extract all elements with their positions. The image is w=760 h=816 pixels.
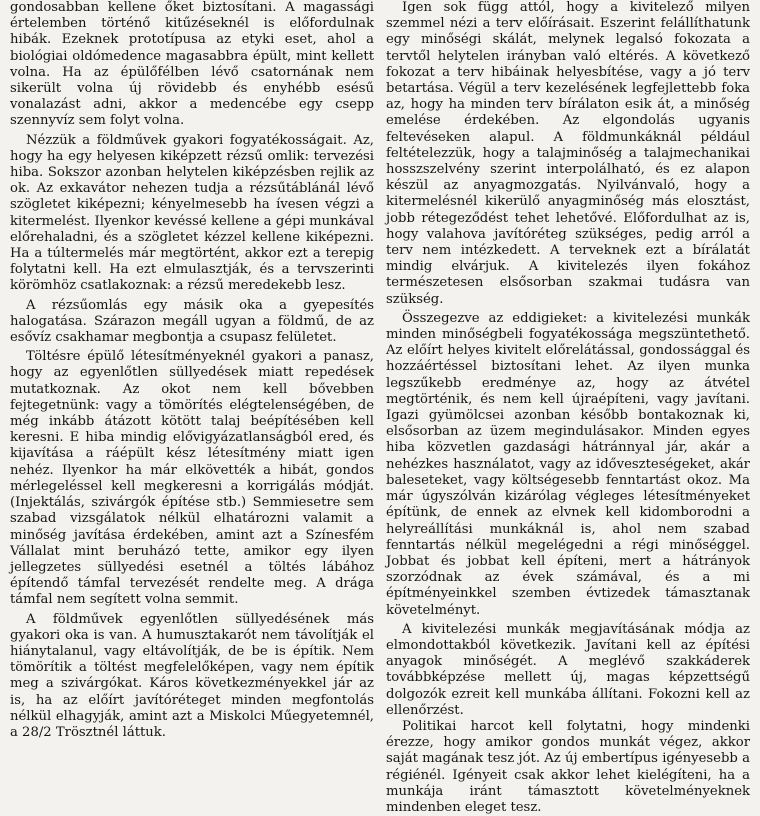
paragraph: Politikai harcot kell folytatni, hogy mindenki érezze, hogy amikor gondos munkát végez, akkor saját magának tesz jót. Az új embertípus igényesebb a régiénél. Igényeit csak akkor lehet kielégíteni, ha a munkája iránt támasztott követelményeknek mindenben eleget tesz. [386, 718, 750, 815]
paragraph: gondosabban kellene őket biztosítani. A magassági értelemben történő kitűzéseknél is előfordulnak hibák. Ezeknek prototípusa az etyki eset, ahol a biológiai oldómedence magasabbra épült, mint kellett volna. Ha az épülőfélben lévő csatornának nem sikerült volna új rövidebb és enyhébb esésű vonalazást adni, akkor a medencébe egy csepp szennyvíz sem folyt volna. [10, 0, 374, 129]
paragraph: A földművek egyenlőtlen süllyedésének más gyakori oka is van. A humusztakarót nem távolítják el hiánytalanul, vagy eltávolítják, de be is építik. Nem tömörítik a töltést megfelelőképen, vagy nem építik meg a szivárgókat. Káros következményekkel jár az is, ha az előírt javítóréteget minden megfontolás nélkül elhagyják, amint azt a Miskolci Műegyetemnél, a 28/2 Trösztnél láttuk. [10, 611, 374, 740]
left-column [10, 0, 374, 740]
paragraph: Igen sok függ attól, hogy a kivitelező milyen szemmel nézi a terv előírásait. Eszerint felállíthatunk egy minőségi skálát, melynek legalsó fokozata a tervtől helytelen irányban való eltérés. A következő fokozat a terv hibáinak helyesbítése, vagy a jó terv betartása. Végül a terv kezelésének legfejlettebb foka az, hogy ha minden terv bírálaton esik át, a minőség emelése érdekében. Az elgondolás ugyanis feltevéseken alapul. A földmunkáknál például feltételezzük, hogy a talajminőség a talajmechanikai hosszszelvény szerint interpolálható, és ez alapon készül az anyagmozgatás. Nyilvánvaló, hogy a kitermelésnél kikerülő anyagminőség más elosztást, jobb rétegeződést tehet lehetővé. Előfordulhat az is, hogy valahova javítóréteg szükséges, pedig arról a terv nem intézkedett. A terveknek ezt a bírálatát mindig elvárjuk. A kivitelezés ilyen fokához természetesen elsősorban szakmai tudásra van szükség. [386, 0, 750, 307]
paragraph: Összegezve az eddigieket: a kivitelezési munkák minden minőségbeli fogyatékossága megszüntethető. Az előírt helyes kivitelt előrelátással, gondossággal és hozzáértéssel biztosítani lehet. Az ilyen munka legszűkebb eredménye az, hogy az átvétel megtörténik, és nem kell újraépíteni, vagy javítani. Igazi gyümölcsei azonban később bontakoznak ki, elsősorban az üzem megindulásakor. Minden egyes hiba közvetlen gazdasági hátránnyal jár, akár a nehézkes használatot, vagy az időveszteségeket, akár baleseteket, vagy költségesebb fenntartást okoz. Ma már úgyszólván kizárólag végleges létesítményeket építünk, de ennek az elvnek kell kidomborodni a helyreállítási munkáknál is, ahol nem szabad fenntartás nélkül megelégedni a régi minőséggel. Jobbat és jobbat kell építeni, mert a hátrányok szorzódnak az évek számával, és a mi építményeinkkel szemben évtizedek támasztanak követelményt. [386, 310, 750, 618]
right-column [386, 0, 750, 815]
paragraph: A rézsűomlás egy másik oka a gyepesítés halogatása. Szárazon megáll ugyan a földmű, de az esővíz csakhamar megbontja a csupasz felületet. [10, 297, 374, 346]
paragraph: Nézzük a földművek gyakori fogyatékosságait. Az, hogy ha egy helyesen kiképzett rézsű omlik: tervezési hiba. Sokszor azonban helytelen kiképzésben rejlik az ok. Az exkavátor nehezen tudja a rézsűtáblánál lévő szögletet kiképezni; kényelmesebb ha ívesen végzi a kitermelést. Ilyenkor kevéssé kellene a gépi munkával előrehaladni, és a szögletet kézzel kellene kiképezni. Ha a túltermelés már megtörtént, akkor ezt a terepig folytatni kell. Ha ezt elmulasztják, és a tervszerinti körömhöz csatlakoznak: a rézsű meredekebb lesz. [10, 132, 374, 294]
paragraph: A kivitelezési munkák megjavításának módja az elmondottakból következik. Javítani kell az építési anyagok minőségét. A meglévő szakkáderek továbbképzése mellett új, magas képzettségű dolgozók ezreit kell munkába állítani. Fokozni kell az ellenőrzést. [386, 621, 750, 718]
paragraph: Töltésre épülő létesítményeknél gyakori a panasz, hogy az egyenlőtlen süllyedések miatt repedések mutatkoznak. Az okot nem kell bővebben fejtegetnünk: vagy a tömörítés elégtelenségében, de még inkább átázott kötött talaj beépítésében kell keresni. E hiba mindig elővigyázatlanságból ered, és kijavítása a ráépült kész létesítmény miatt igen nehéz. Ilyenkor ha már elkövették a hibát, gondos mérlegeléssel kell megkeresni a korrigálás módját. (Injektálás, szivárgók építése stb.) Semmiesetre sem szabad vizsgálatok nélkül elhatározni valamit a minőség javítása érdekében, amint azt a Színesfém Vállalat mint beruházó tette, amikor egy ilyen jellegzetes süllyedési esetnél a töltés lábához építendő támfal tervezését rendelte meg. A drága támfal nem segített volna semmit. [10, 349, 374, 608]
